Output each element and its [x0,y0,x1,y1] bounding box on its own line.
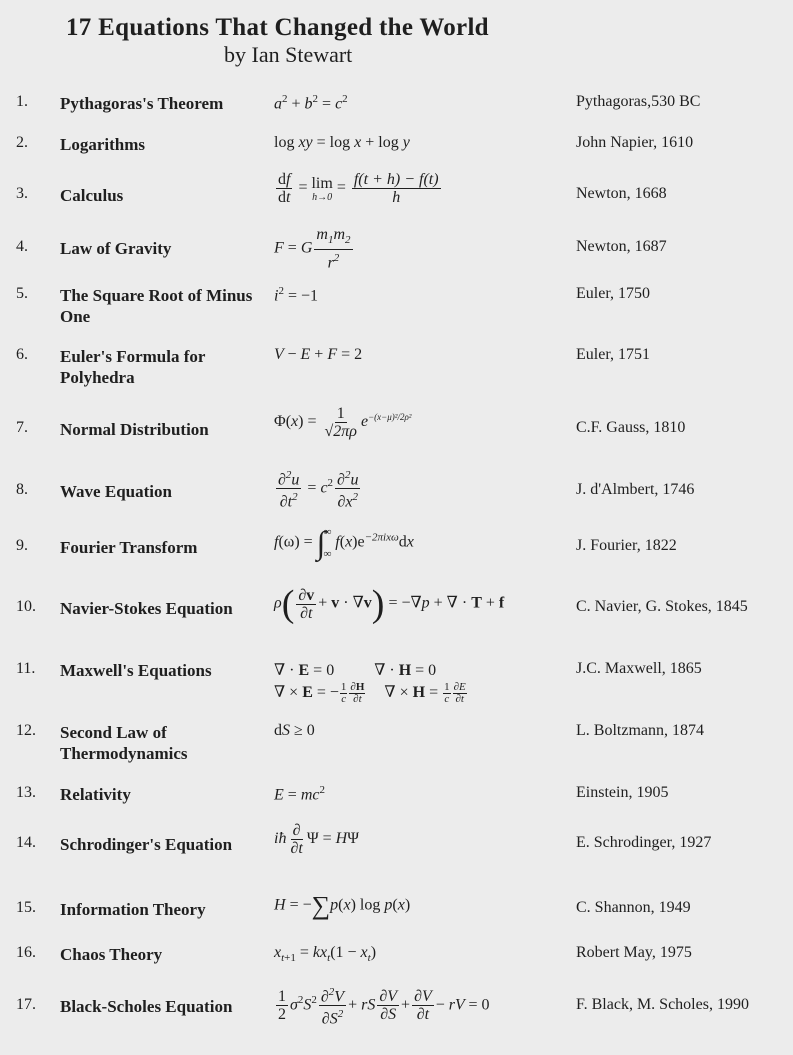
equation-formula: $\frac{df}{dt}$ = lim h→0 = $\frac{f(t + h) - f(t)}{h}$ [278,171,439,206]
row-number: 15. [16,899,36,916]
row-number: 2. [16,134,28,151]
equation-formula: $E = mc^2$ [274,784,325,804]
equation-attribution: Newton, 1668 [576,185,667,202]
equation-name: Euler's Formula for Polyhedra [60,347,206,387]
equation-name: Second Law of Thermodynamics [60,723,188,763]
equation-name: Schrodinger's Equation [60,835,233,854]
row-number: 14. [16,834,36,851]
equation-formula: $a^2 + b^2 = c^2$ [274,93,348,113]
row-number: 16. [16,944,36,961]
equation-formula: log xy = log x + log y [274,134,410,151]
row-number: 8. [16,481,28,498]
equation-attribution: John Napier, 1610 [576,134,694,151]
equation-formula: ∇ · E = 0 ∇ · H = 0 ∇ × E = − $\frac{1}{c}$ $\frac{\partial H}{\partial t}$ ∇ × H = $\frac{1}{c}$ $\frac{\partial E}{\partial t}$ [274,662,466,705]
equation-attribution: F. Black, M. Scholes, 1990 [576,996,749,1013]
equation-attribution: Pythagoras,530 BC [576,93,701,110]
equation-name: Law of Gravity [60,239,172,258]
equation-name: Wave Equation [60,482,172,501]
row-number: 3. [16,185,28,202]
equation-formula: $i^2 = -1$ [274,285,318,305]
row-number: 6. [16,346,28,363]
equation-formula: f(ω) = ∫ ∞ ∞ $f(x)e^{-2\pi ix\omega}dx$ [274,524,414,561]
equation-attribution: L. Boltzmann, 1874 [576,722,704,739]
row-number: 4. [16,238,28,255]
equation-name: Black-Scholes Equation [60,997,233,1016]
equation-formula: F = G $\frac{m_1m_2}{r^2}$ [274,226,351,272]
page-title: 17 Equations That Changed the World [66,14,489,41]
equation-formula: $x_{t+1} = kx_t(1 - x_t)$ [274,944,377,965]
equation-name: Navier-Stokes Equation [60,599,233,618]
row-number: 1. [16,93,28,110]
equation-attribution: J. d'Almbert, 1746 [576,481,695,498]
equation-formula: dS ≥ 0 [274,722,315,739]
row-number: 11. [16,660,36,677]
row-number: 5. [16,285,28,302]
equation-name: Maxwell's Equations [60,661,212,680]
equation-attribution: E. Schrodinger, 1927 [576,834,712,851]
equation-name: Logarithms [60,135,145,154]
equation-attribution: Newton, 1687 [576,238,667,255]
equation-formula: ρ( $\frac{\partial v}{\partial t}$ + v · ∇v) = −∇p + ∇ · T + f [274,583,505,625]
equation-formula: $\frac{1}{2}$ $\sigma^2S^2$ $\frac{\partial^2V}{\partial S^2}$ + rS $\frac{\partial V}{\partial S}$ + $\frac{\partial V}{\partial t}$ − rV = 0 [278,986,490,1028]
equation-attribution: C. Navier, G. Stokes, 1845 [576,598,748,615]
equation-formula: iħ $\frac{\partial}{\partial t}$ Ψ = HΨ [274,822,360,857]
row-number: 12. [16,722,36,739]
page-subtitle: by Ian Stewart [224,42,353,67]
row-number: 7. [16,419,28,436]
equation-attribution: C. Shannon, 1949 [576,899,691,916]
equation-name: Information Theory [60,900,206,919]
equation-formula: Φ(x) = $\frac{1}{√2\pi\rho}$ $e^{-(x-\mu)^2/2\rho^2}$ [274,405,412,440]
equation-attribution: J.C. Maxwell, 1865 [576,660,702,677]
equation-name: The Square Root of Minus One [60,286,253,326]
equation-attribution: Euler, 1750 [576,285,651,302]
equation-name: Fourier Transform [60,538,198,557]
equation-attribution: J. Fourier, 1822 [576,537,677,554]
equation-attribution: C.F. Gauss, 1810 [576,419,686,436]
row-number: 10. [16,598,36,615]
row-number: 17. [16,996,36,1013]
row-number: 13. [16,784,36,801]
equation-attribution: Robert May, 1975 [576,944,692,961]
equation-name: Relativity [60,785,131,804]
equation-name: Pythagoras's Theorem [60,94,224,113]
row-number: 9. [16,537,28,554]
equation-formula: H = −∑p(x) log p(x) [274,891,411,920]
equation-name: Normal Distribution [60,420,209,439]
equation-formula: $\frac{\partial^2u}{\partial t^2}$ = $c^2$ $\frac{\partial^2u}{\partial x^2}$ [278,469,359,511]
equation-formula: V − E + F = 2 [274,346,363,363]
equation-attribution: Euler, 1751 [576,346,651,363]
equation-attribution: Einstein, 1905 [576,784,669,801]
equation-name: Calculus [60,186,124,205]
equation-name: Chaos Theory [60,945,163,964]
